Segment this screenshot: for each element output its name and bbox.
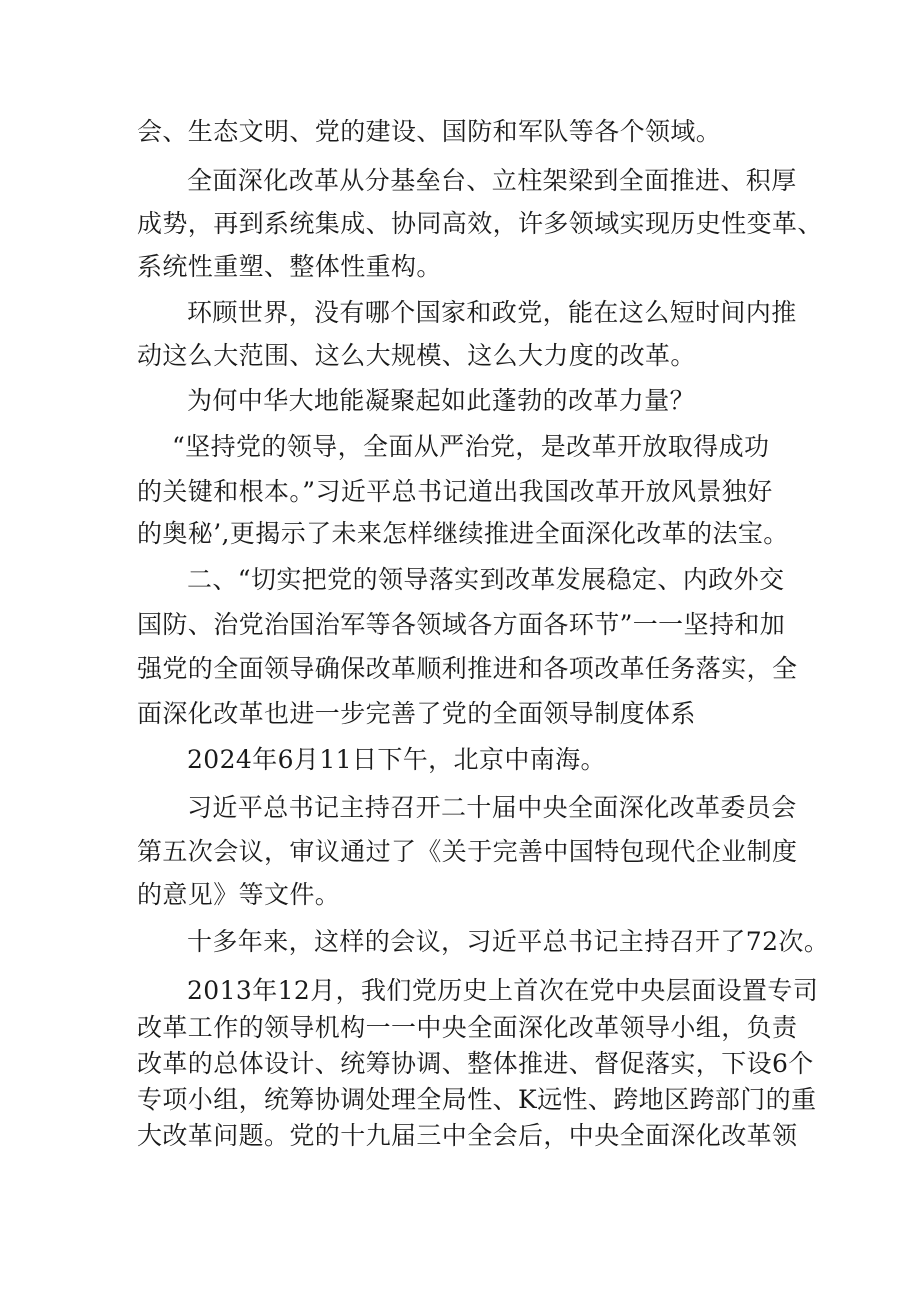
text-line: 国防、治党治国治军等各领域各方面各环节”一一坚持和加 bbox=[137, 610, 786, 639]
text-line: 改革的总体设计、统筹协调、整体推进、督促落实，下设6个 bbox=[137, 1049, 814, 1078]
text-line: 强党的全面领导确保改革顺利推进和各项改革任务落实，全 bbox=[137, 654, 798, 683]
text-line: 的关键和根本。”习近平总书记道出我国改革开放风景独好 bbox=[137, 477, 773, 506]
text-line: 的意见》等文件。 bbox=[137, 880, 341, 909]
text-line: 第五次会议，审议通过了《关于完善中国特包现代企业制度 bbox=[137, 837, 798, 866]
text-line: “坚持党的领导，全面从严治党，是改革开放取得成功 bbox=[172, 432, 770, 461]
text-line: 系统性重塑、整体性重构。 bbox=[137, 252, 442, 281]
text-line: 改革工作的领导机构一一中央全面深化改革领导小组，负责 bbox=[137, 1013, 798, 1042]
text-line: 二、“切实把党的领导落实到改革发展稳定、内政外交 bbox=[187, 565, 785, 594]
text-line: 大改革问题。党的十九届三中全会后，中央全面深化改革领 bbox=[137, 1121, 798, 1150]
text-line: 2024年6月11日下午，北京中南海。 bbox=[187, 745, 606, 774]
text-line: 专项小组，统筹协调处理全局性、K远性、跨地区跨部门的重 bbox=[137, 1085, 817, 1114]
text-line: 面深化改革也进一步完善了党的全面领导制度体系 bbox=[137, 699, 696, 728]
text-line: 动这么大范围、这么大规模、这么大力度的改革。 bbox=[137, 341, 696, 370]
text-line: 成势，再到系统集成、协同高效，许多领域实现历史性变革、 bbox=[137, 209, 823, 238]
text-line: 2013年12月，我们党历史上首次在党中央层面设置专司 bbox=[187, 976, 819, 1005]
text-line: 会、生态文明、党的建设、国防和军队等各个领域。 bbox=[137, 117, 722, 146]
text-line: 习近平总书记主持召开二十届中央全面深化改革委员会 bbox=[187, 793, 797, 822]
text-line: 的奥秘’,更揭示了未来怎样继续推进全面深化改革的法宝。 bbox=[137, 519, 789, 548]
text-line: 十多年来，这样的会议，习近平总书记主持召开了72次。 bbox=[187, 927, 830, 956]
text-line: 为何中华大地能凝聚起如此蓬勃的改革力量？ bbox=[187, 386, 696, 415]
text-line: 全面深化改革从分基垒台、立柱架梁到全面推进、积厚 bbox=[187, 166, 797, 195]
text-line: 环顾世界，没有哪个国家和政党，能在这么短时间内推 bbox=[187, 298, 797, 327]
